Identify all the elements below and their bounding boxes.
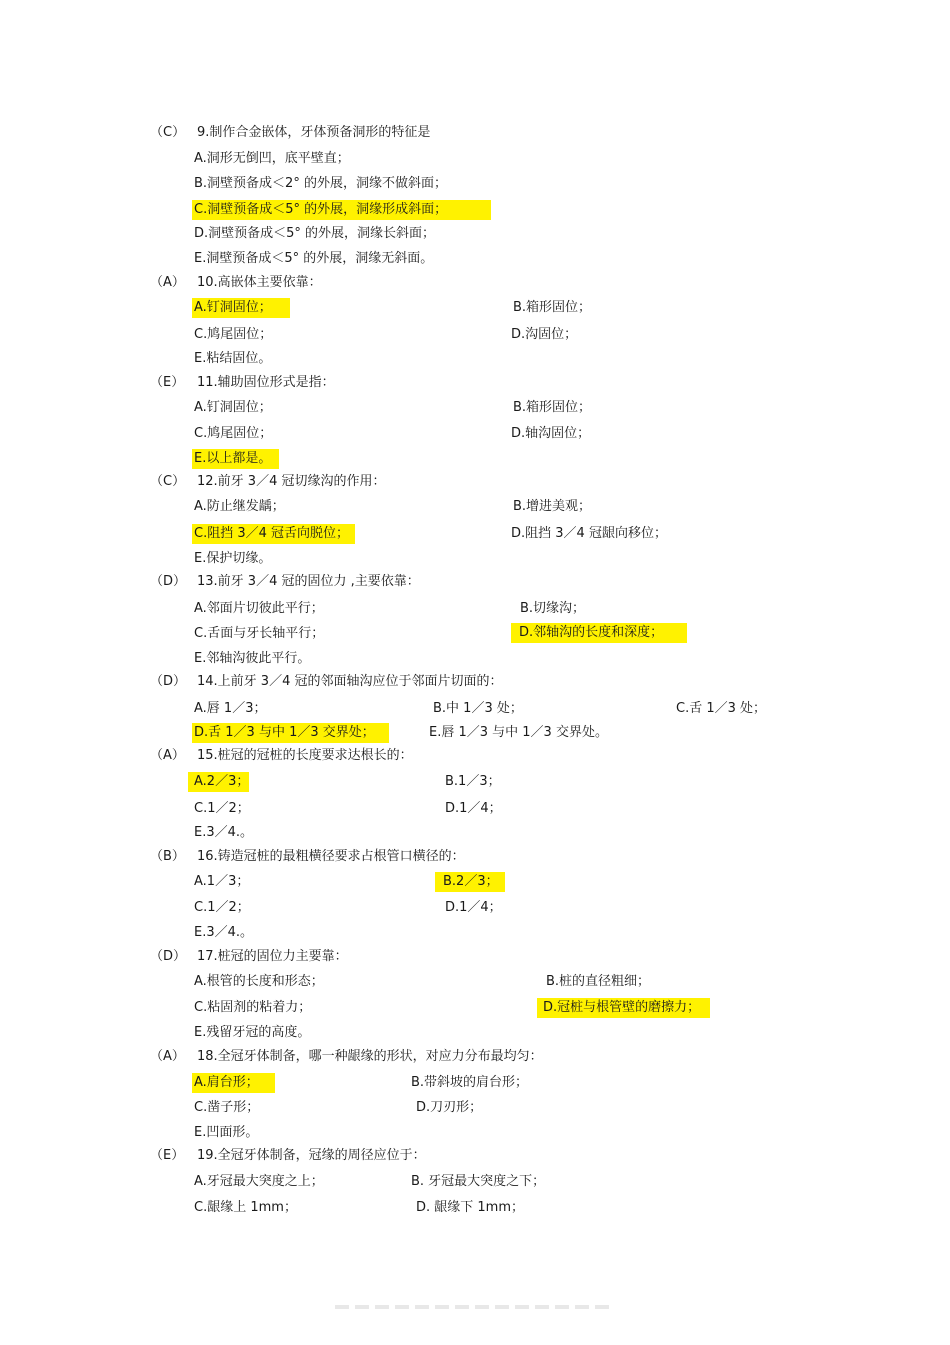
question-stem: 11.辅助固位形式是指： [197,375,335,390]
question-stem: 18.全冠牙体制备，哪一种龈缘的形状，对应力分布最均匀： [197,1049,543,1064]
option-a-correct: A.肩台形； [194,1071,275,1090]
option-a: A.1／3； [194,874,250,889]
option-c: C.舌 1／3 处； [676,701,767,716]
option-d-correct: D.舌 1／3 与中 1／3 交界处； [194,721,389,740]
option-a: A.洞形无倒凹，底平壁直； [194,151,350,166]
option-d-correct: D.冠桩与根管壁的磨擦力； [539,996,710,1015]
option-d: D.1／4； [445,801,502,816]
option-b: B.带斜坡的肩台形； [411,1075,529,1090]
option-a-correct: A.钉洞固位； [194,296,290,315]
question-stem: 12.前牙 3／4 冠切缘沟的作用： [197,474,386,489]
answer-key: （D） [150,674,187,689]
option-a: A.钉洞固位； [194,400,272,415]
option-e-correct: E.以上都是。 [194,447,279,466]
option-d: D.沟固位； [511,327,578,342]
option-b: B.洞壁预备成＜2° 的外展，洞缘不做斜面； [194,176,447,191]
option-e: E.保护切缘。 [194,551,272,566]
page-footer-smudge [335,1305,615,1309]
option-b: B.箱形固位； [513,400,592,415]
option-a: A.邻面片切彼此平行； [194,601,324,616]
option-a: A.牙冠最大突度之上； [194,1174,324,1189]
question-stem: 14.上前牙 3／4 冠的邻面轴沟应位于邻面片切面的： [197,674,503,689]
option-b: B. 牙冠最大突度之下； [411,1174,546,1189]
answer-key: （A） [150,748,185,763]
option-e: E.唇 1／3 与中 1／3 交界处。 [429,725,608,740]
option-b: B.箱形固位； [513,300,592,315]
option-b: B.桩的直径粗细； [546,974,651,989]
option-e: E.粘结固位。 [194,351,272,366]
option-e: E.凹面形。 [194,1125,259,1140]
question-stem: 16.铸造冠桩的最粗横径要求占根管口横径的： [197,849,465,864]
option-b: B.切缘沟； [520,601,586,616]
question-stem: 9.制作合金嵌体，牙体预备洞形的特征是 [197,125,431,140]
option-e: E.洞壁预备成＜5° 的外展，洞缘无斜面。 [194,251,434,266]
answer-key: （C） [150,474,186,489]
option-c: C.1／2； [194,801,250,816]
option-a-correct: A.2／3； [190,770,249,789]
option-c: C.鸠尾固位； [194,327,273,342]
option-c: C.粘固剂的粘着力； [194,1000,312,1015]
option-d: D.洞壁预备成＜5° 的外展，洞缘长斜面； [194,226,436,241]
option-b: B.1／3； [445,774,501,789]
answer-key: （A） [150,1049,185,1064]
answer-key: （C） [150,125,186,140]
option-e: E.残留牙冠的高度。 [194,1025,311,1040]
option-c-correct: C.阻挡 3／4 冠舌向脱位； [194,522,355,541]
option-d: D.刀刃形； [416,1100,483,1115]
answer-key: （B） [150,849,185,864]
option-c: C.舌面与牙长轴平行； [194,626,325,641]
option-e: E.邻轴沟彼此平行。 [194,651,311,666]
option-d: D.阻挡 3／4 冠龈向移位； [511,526,667,541]
option-e: E.3／4.。 [194,825,254,840]
option-a: A.防止继发龋； [194,499,285,514]
option-d-correct: D.邻轴沟的长度和深度； [513,621,687,640]
answer-key: （D） [150,949,187,964]
question-stem: 13.前牙 3／4 冠的固位力 ,主要依靠： [197,574,420,589]
answer-key: （E） [150,1148,185,1163]
question-stem: 19.全冠牙体制备，冠缘的周径应位于： [197,1148,426,1163]
question-stem: 10.高嵌体主要依靠： [197,275,322,290]
option-c: C.1／2； [194,900,250,915]
option-d: D. 龈缘下 1mm； [416,1200,525,1215]
answer-key: （E） [150,375,185,390]
option-e: E.3／4.。 [194,925,254,940]
option-c-correct: C.洞壁预备成＜5° 的外展，洞缘形成斜面； [194,198,491,217]
option-d: D.1／4； [445,900,502,915]
option-b-correct: B.2／3； [437,870,505,889]
option-b: B.中 1／3 处； [433,701,523,716]
option-c: C.鸠尾固位； [194,426,273,441]
option-b: B.增进美观； [513,499,592,514]
option-a: A.根管的长度和形态； [194,974,324,989]
question-stem: 15.桩冠的冠桩的长度要求达根长的： [197,748,413,763]
option-c: C.凿子形； [194,1100,260,1115]
option-d: D.轴沟固位； [511,426,591,441]
answer-key: （A） [150,275,185,290]
option-c: C.龈缘上 1mm； [194,1200,297,1215]
option-a: A.唇 1／3； [194,701,267,716]
question-stem: 17.桩冠的固位力主要靠： [197,949,348,964]
answer-key: （D） [150,574,187,589]
